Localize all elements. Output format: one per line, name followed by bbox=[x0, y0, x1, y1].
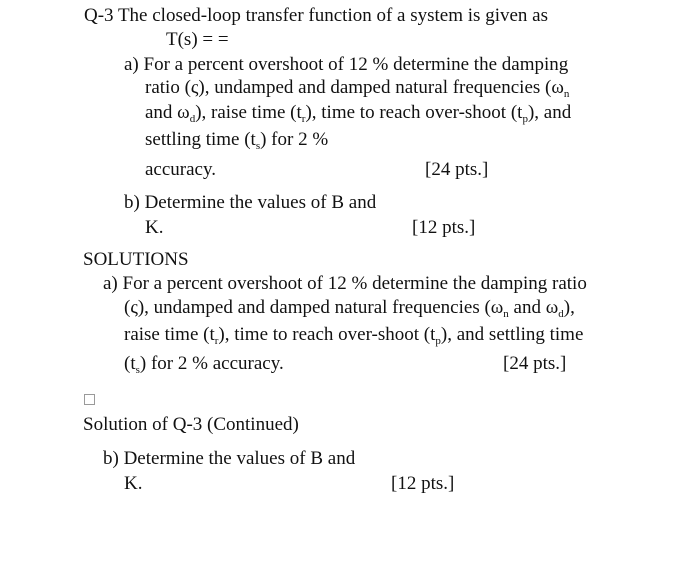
part-b-line-2: K. bbox=[145, 217, 164, 238]
solution-b-line-1: b) Determine the values of B and bbox=[103, 448, 356, 469]
solution-a-points: [24 pts.] bbox=[503, 353, 567, 374]
checkbox-icon bbox=[84, 394, 95, 405]
question-title: Q-3 The closed-loop transfer function of a system is given as bbox=[84, 5, 548, 26]
part-b-points: [12 pts.] bbox=[412, 217, 476, 238]
solution-b-line-2: K. bbox=[124, 473, 143, 494]
part-a-line-2: ratio (ς), undamped and damped natural frequencies ($\omega_n$ bbox=[145, 77, 570, 100]
part-a-points: [24 pts.] bbox=[425, 159, 489, 180]
part-a-line-1: a) For a percent overshoot of 12 % determine the damping bbox=[124, 54, 569, 75]
solution-a-line-3: raise time $(t_r)$, time to reach over-shoot $(t_p)$, and settling time bbox=[124, 324, 584, 347]
solution-a-line-2: (ς), undamped and damped natural frequencies ($\omega_n$ and $\omega_d$), bbox=[124, 297, 575, 320]
solution-a-line-1: a) For a percent overshoot of 12 % determine the damping ratio bbox=[103, 273, 587, 294]
solution-a-line-4: $(t_s)$ for 2 % accuracy. bbox=[124, 353, 284, 376]
continued-heading: Solution of Q-3 (Continued) bbox=[83, 414, 299, 435]
solutions-heading: SOLUTIONS bbox=[83, 249, 189, 270]
transfer-function-line: T(s) = = bbox=[166, 29, 229, 50]
part-b-line-1: b) Determine the values of B and bbox=[124, 192, 377, 213]
part-a-line-5: accuracy. bbox=[145, 159, 217, 180]
part-a-line-3: and $\omega_d$), raise time $(t_r)$, time to reach over-shoot $(t_p)$, and bbox=[145, 102, 572, 125]
part-a-line-4: settling time $(t_s)$ for 2 % bbox=[145, 129, 329, 152]
solution-b-points: [12 pts.] bbox=[391, 473, 455, 494]
